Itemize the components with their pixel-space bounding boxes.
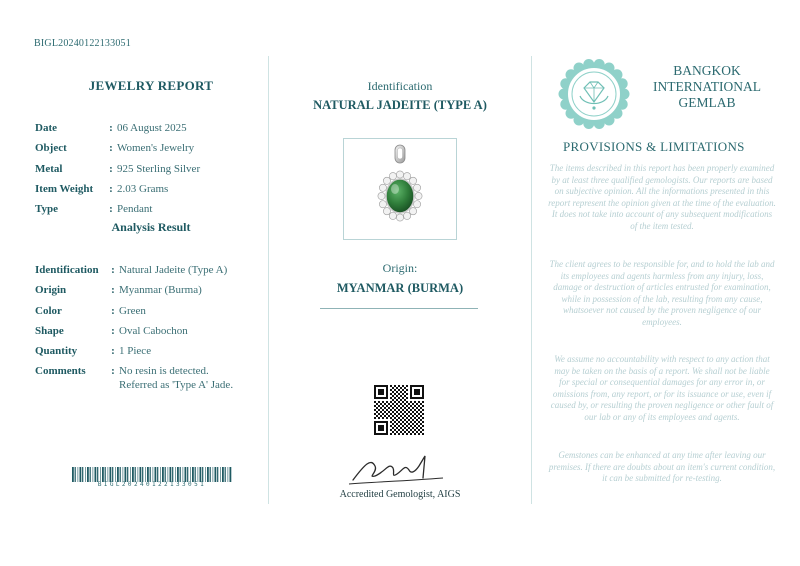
analysis-label: Identification <box>35 264 99 276</box>
report-number: BIGL20240122133051 <box>34 38 131 49</box>
analysis-row-shape <box>35 321 275 341</box>
signature-icon <box>345 450 445 490</box>
analysis-label: Comments <box>35 365 86 378</box>
provisions-paragraph-2: The client agrees to be responsible for, and to hold the lab and its employees and agents harmless from any injury, loss, damage or destruction of articles entrusted for examination, while in possession of the lab, resulting from any cause, whatsoever not caused by the proven negligence of our employees. <box>549 259 775 327</box>
analysis-separator: : <box>111 324 115 337</box>
analysis-value <box>119 361 275 395</box>
detail-label: Type <box>35 203 59 216</box>
detail-value: Women's Jewelry <box>117 142 195 155</box>
analysis-value: Green <box>119 304 146 317</box>
comment-line-2: Referred as 'Type A' Jade. <box>119 379 234 392</box>
analysis-title: Analysis Result <box>111 220 191 234</box>
identification-label: Identification <box>367 79 433 93</box>
origin-underline <box>320 308 478 309</box>
detail-separator: : <box>109 162 113 175</box>
analysis-separator: : <box>111 345 115 358</box>
provisions-title: PROVISIONS & LIMITATIONS <box>563 139 745 154</box>
lab-name <box>642 63 772 111</box>
provisions-paragraph-3: We assume no accountability with respect to any action that may be taken on the basis of a report. We shall not be liable for special or consequential damages for any error in, or omissions from, any report, or for its issuance or use, even if caused by, or resulting the proven negligence or other fault of our lab or any of its employees and agents. <box>550 354 774 422</box>
detail-label: Object <box>35 142 67 155</box>
analysis-separator: : <box>111 365 115 378</box>
origin-value: MYANMAR (BURMA) <box>336 281 464 295</box>
detail-label: Item Weight <box>35 182 94 195</box>
detail-row-date <box>35 118 265 138</box>
comment-line-1: No resin is detected. <box>119 365 209 378</box>
analysis-row-comments <box>35 361 275 395</box>
origin-label: Origin: <box>382 261 418 275</box>
analysis-label: Color <box>35 304 62 317</box>
analysis-separator: : <box>111 284 115 297</box>
analysis-row-identification <box>35 260 275 280</box>
detail-row-weight <box>35 179 265 199</box>
detail-label: Metal <box>35 162 63 175</box>
report-title: JEWELRY REPORT <box>88 78 214 93</box>
detail-row-object <box>35 138 265 158</box>
lab-name-line-3: GEMLAB <box>678 95 736 110</box>
detail-separator: : <box>109 122 113 134</box>
provisions-paragraph-4: Gemstones can be enhanced at any time after leaving our premises. If there are doubts about an item's current condition, it can be submitted for re-testing. <box>548 450 776 484</box>
detail-separator: : <box>109 142 113 155</box>
detail-separator: : <box>109 182 113 195</box>
detail-value: 2.03 Grams <box>117 182 169 195</box>
analysis-value: Natural Jadeite (Type A) <box>119 264 228 276</box>
analysis-row-origin <box>35 280 275 300</box>
lab-name-line-2: INTERNATIONAL <box>653 79 761 94</box>
detail-value: 06 August 2025 <box>117 122 187 134</box>
column-divider-right <box>531 56 532 504</box>
detail-label: Date <box>35 122 57 134</box>
analysis-row-color <box>35 301 275 321</box>
details-list <box>35 118 265 219</box>
identification-value: NATURAL JADEITE (TYPE A) <box>313 98 487 112</box>
detail-row-metal <box>35 159 265 179</box>
analysis-label: Origin <box>35 284 67 297</box>
detail-value: 925 Sterling Silver <box>117 162 201 175</box>
provisions-paragraph-1: The items described in this report has been properly examined by at least three qualified gemologists. Our reports are based on subjective opinion. All the informations presented in this report represent the opinion given at the time of the evaluation. It does not take into account of any subsequent modifications of the item tested. <box>548 163 776 231</box>
analysis-value: 1 Piece <box>119 345 152 358</box>
analysis-separator: : <box>111 304 115 317</box>
qr-code-icon[interactable] <box>374 385 424 435</box>
analysis-value: Oval Cabochon <box>119 324 188 337</box>
analysis-value: Myanmar (Burma) <box>119 284 202 297</box>
jade-pendant-icon <box>344 139 456 239</box>
detail-value: Pendant <box>117 203 153 216</box>
barcode-icon <box>72 467 232 482</box>
gemologist-caption: Accredited Gemologist, AIGS <box>339 489 461 500</box>
analysis-list <box>35 260 275 395</box>
analysis-label: Shape <box>35 324 64 337</box>
analysis-label: Quantity <box>35 345 78 358</box>
barcode-number: BIGL20240122133051 <box>97 481 207 488</box>
lab-seal-icon <box>558 58 630 130</box>
analysis-row-quantity <box>35 341 275 361</box>
analysis-separator: : <box>111 264 115 276</box>
detail-separator: : <box>109 203 113 216</box>
lab-name-line-1: BANGKOK <box>673 63 741 78</box>
detail-row-type <box>35 199 265 219</box>
pendant-photo <box>343 138 457 240</box>
